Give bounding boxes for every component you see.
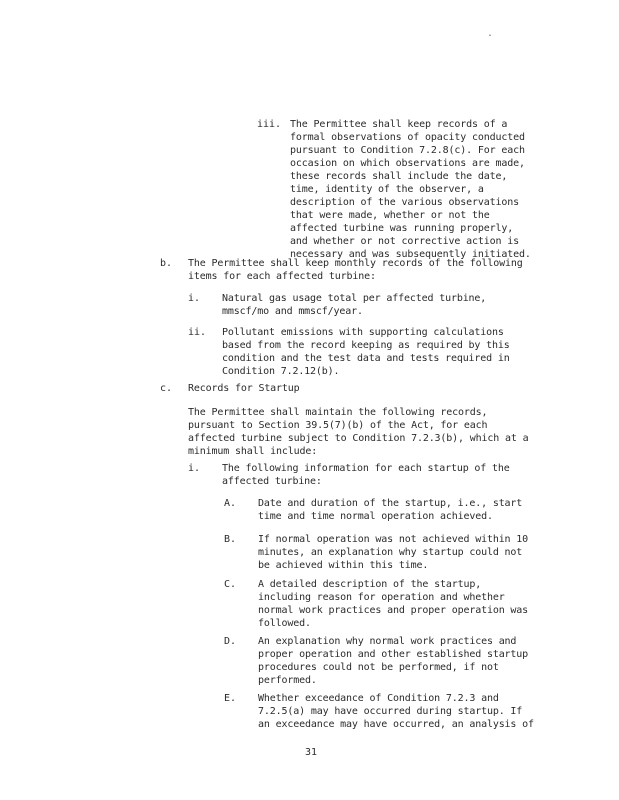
item-b-ii-text: Pollutant emissions with supporting calculations based from the record keeping as required by this condition and the test data and tests required in Condition 7.2.12(b). [222,327,510,377]
detail-A-text: Date and duration of the startup, i.e., start time and time normal operation achieved. [258,498,523,522]
page-number: 31 [305,747,318,758]
item-c-intro: The Permittee shall maintain the following records, pursuant to Section 39.5(7)(b) of the Act, for each affected turbine subject to Condition 7.2.3(b), which at a minimum shall include: [188,407,529,457]
item-iii-label: iii. [257,119,282,130]
detail-E-label: E. [224,693,237,704]
item-c-label: c. [160,383,173,394]
item-b-label: b. [160,258,173,269]
item-iii-text: The Permittee shall keep records of a formal observations of opacity conducted pursuant to Condition 7.2.8(c). For each occasion on which observations are made, these records shall include the date, time, identity of the observer, a description of the various observations that were made, whether or not the affected turbine was running properly, and whether or not corrective action is necessary and was subsequently initiated. [290,119,531,260]
detail-C-text: A detailed description of the startup, including reason for operation and whether normal work practices and proper operation was followed. [258,579,529,629]
item-c-i-text: The following information for each startup of the affected turbine: [222,463,510,487]
detail-B-text: If normal operation was not achieved within 10 minutes, an explanation why startup could not be achieved within this time. [258,534,529,571]
corner-mark: . [487,28,494,39]
item-b-ii-label: ii. [188,327,207,338]
detail-D-label: D. [224,636,237,647]
detail-B-label: B. [224,534,237,545]
item-c-heading: Records for Startup [188,383,300,394]
item-b-text: The Permittee shall keep monthly records of the following items for each affected turbine: [188,258,523,282]
item-b-i-text: Natural gas usage total per affected turbine, mmscf/mo and mmscf/year. [222,293,487,317]
detail-E-text: Whether exceedance of Condition 7.2.3 and 7.2.5(a) may have occurred during startup. If an exceedance may have occurred, an analysis of [258,693,534,730]
item-c-i-label: i. [188,463,201,474]
detail-A-label: A. [224,498,237,509]
detail-D-text: An explanation why normal work practices and proper operation and other established startup procedures could not be performed, if not performed. [258,636,529,686]
item-b-i-label: i. [188,293,201,304]
detail-C-label: C. [224,579,237,590]
